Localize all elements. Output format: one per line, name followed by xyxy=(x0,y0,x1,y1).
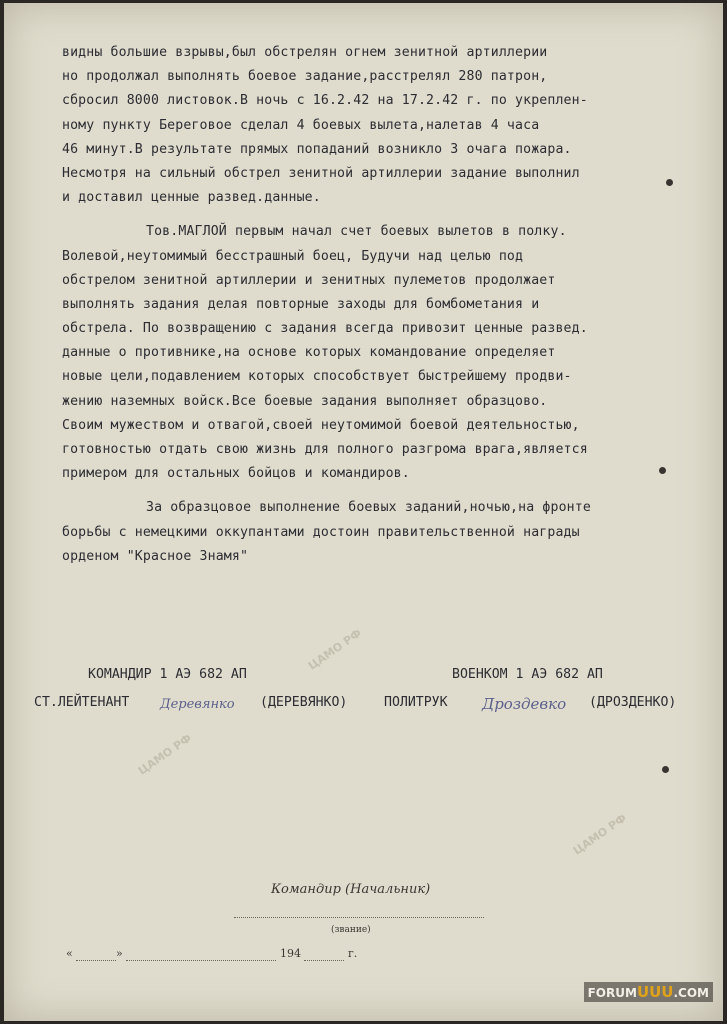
year-prefix: 194 xyxy=(280,947,301,960)
rank-caption: (звание) xyxy=(331,925,371,935)
body-line: и доставил ценные развед.данные. xyxy=(62,190,321,206)
commissar-title: ВОЕНКОМ 1 АЭ 682 АП xyxy=(452,667,603,682)
body-line: сбросил 8000 листовок.В ночь с 16.2.42 на 17.2.42 г. по укреплен- xyxy=(62,93,588,109)
commissar-name: (ДРОЗДЕНКО) xyxy=(589,695,677,710)
date-month-line xyxy=(126,960,276,961)
brand-accent: UUU xyxy=(636,983,674,1001)
commissar-signature: Дроздевко xyxy=(482,695,567,713)
year-suffix: г. xyxy=(348,947,358,960)
date-open-quote: « xyxy=(66,947,73,960)
paragraph-line: жению наземных войск.Все боевые задания выполняет образцово. xyxy=(62,393,548,409)
paragraph-line: Тов.МАГЛОЙ первым начал счет боевых вылетов в полку. xyxy=(146,224,567,240)
commander-title: КОМАНДИР 1 АЭ 682 АП xyxy=(88,667,247,682)
rank-line xyxy=(234,917,484,918)
typed-text xyxy=(62,41,702,569)
brand-suffix: .COM xyxy=(673,986,709,1000)
commander-name: (ДЕРЕВЯНКО) xyxy=(260,695,348,710)
body-line: 46 минут.В результате прямых попаданий возникло 3 очага пожара. xyxy=(62,141,572,157)
paragraph-line: Волевой,неутомимый бесстрашный боец, Будучи над целью под xyxy=(62,248,524,264)
forum-logo xyxy=(584,982,713,1002)
paragraph-line: Своим мужеством и отвагой,своей неутомимой боевой деятельностью, xyxy=(62,417,580,433)
paragraph-line: борьбы с немецкими оккупантами достоин правительственной награды xyxy=(62,524,580,540)
body-line: ному пункту Береговое сделал 4 боевых вылета,налетав 4 часа xyxy=(62,117,540,133)
body-line: Несмотря на сильный обстрел зенитной артиллерии задание выполнил xyxy=(62,165,580,181)
brand-prefix: FORUM xyxy=(587,986,637,1000)
commander-signature: Деревянко xyxy=(160,697,235,712)
document-sheet xyxy=(4,3,723,1021)
watermark: ЦАМО РФ xyxy=(305,626,364,673)
paragraph-line: примером для остальных бойцов и командиров. xyxy=(62,466,410,482)
body-line: видны большие взрывы,был обстрелян огнем зенитной артиллерии xyxy=(62,45,548,60)
commissar-rank: ПОЛИТРУК xyxy=(384,695,448,710)
watermark: ЦАМО РФ xyxy=(135,731,194,778)
paragraph-line: выполнять задания делая повторные заходы для бомбометания и xyxy=(62,296,540,312)
paragraph-line: новые цели,подавлением которых способствует быстрейшему продви- xyxy=(62,369,572,385)
paragraph-line: обстрелом зенитной артиллерии и зенитных пулеметов продолжает xyxy=(62,272,556,288)
paragraph-line: готовностью отдать свою жизнь для полного разгрома врага,является xyxy=(62,442,588,457)
paragraph-line: орденом "Красное Знамя" xyxy=(62,548,249,564)
watermark: ЦАМО РФ xyxy=(570,811,629,858)
date-day-line xyxy=(76,960,116,961)
form-commander-label: Командир (Начальник) xyxy=(271,882,431,897)
paragraph-line: обстрела. По возвращению с задания всегда привозит ценные развед. xyxy=(62,321,588,337)
punch-hole xyxy=(662,766,669,773)
date-year-line xyxy=(304,960,344,961)
commander-rank: СТ.ЛЕЙТЕНАНТ xyxy=(34,695,130,710)
paragraph-line: За образцовое выполнение боевых заданий,ночью,на фронте xyxy=(146,500,591,516)
date-close-quote: » xyxy=(116,947,123,960)
paragraph-line: данные о противнике,на основе которых командование определяет xyxy=(62,345,556,361)
body-line: но продолжал выполнять боевое задание,расстрелял 280 патрон, xyxy=(62,69,548,85)
